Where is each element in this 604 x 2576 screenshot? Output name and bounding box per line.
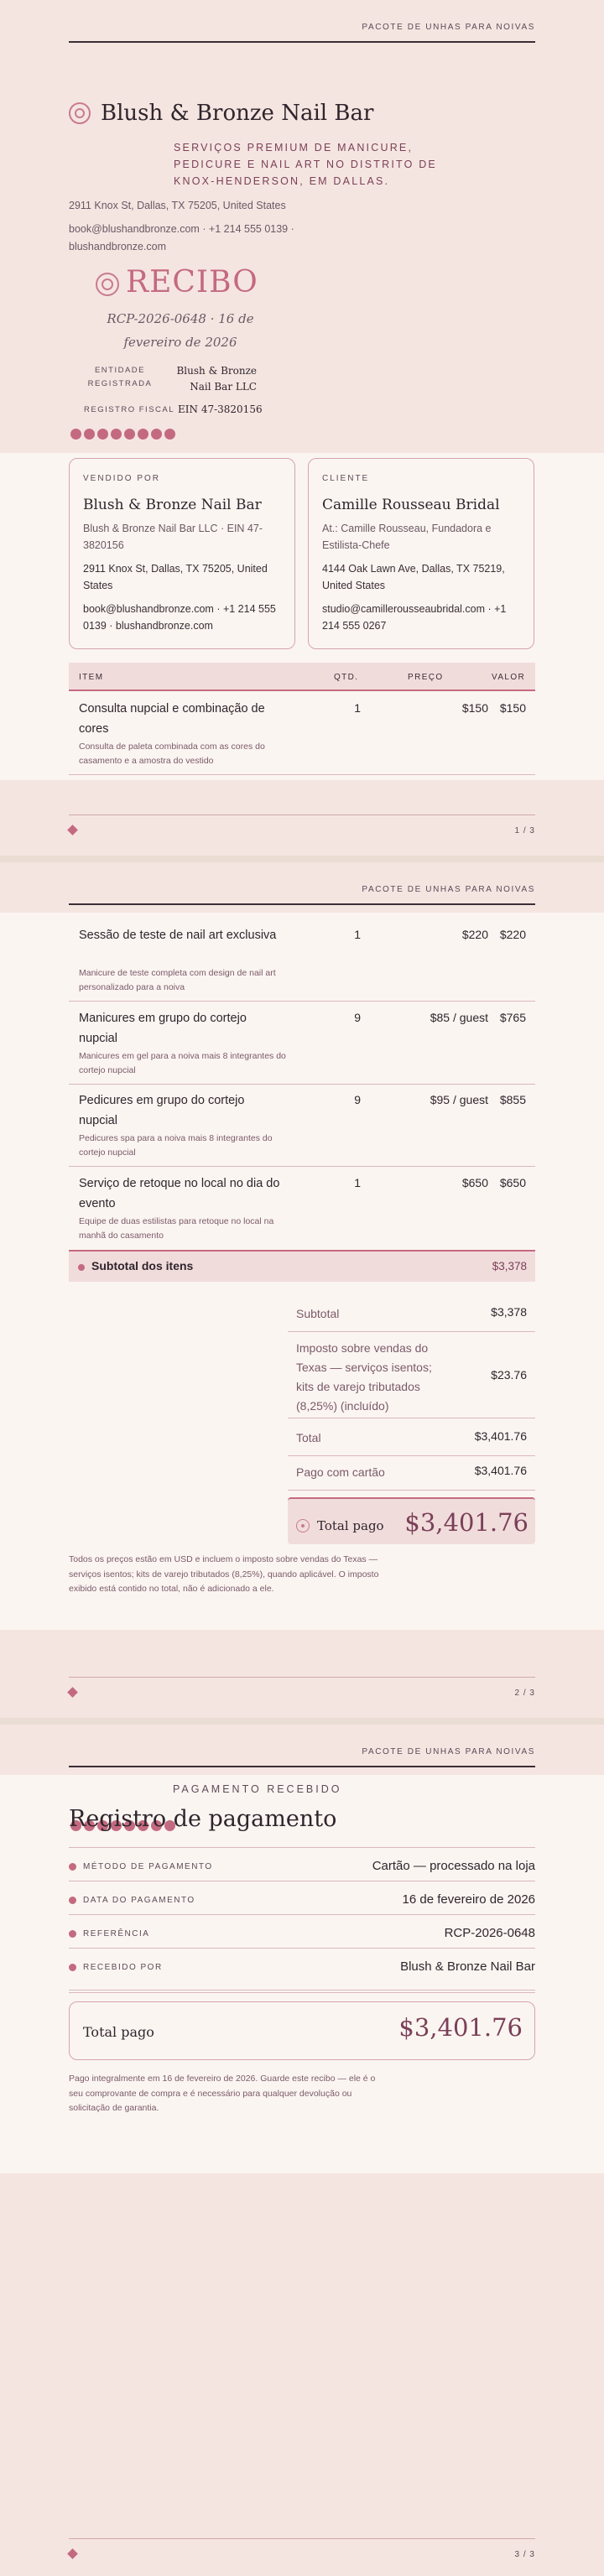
page-number: 3 / 3	[514, 2550, 535, 2559]
item-title: Manicures em grupo do cortejo nupcial	[79, 1012, 247, 1045]
col-header-price: PREÇO	[408, 673, 444, 682]
row-divider	[69, 1992, 535, 1993]
page-number: 1 / 3	[514, 826, 535, 835]
row-divider	[69, 774, 535, 775]
col-header-qty: QTD.	[334, 673, 359, 682]
business-tagline: SERVIÇOS PREMIUM DE MANICURE, PEDICURE E NAIL ART NO DISTRITO DE KNOX-HENDERSON, EM DALLAS.	[174, 142, 437, 187]
seller-name: Blush & Bronze Nail Bar	[83, 497, 262, 513]
payment-total-label: Total pago	[83, 2024, 154, 2040]
client-contact: studio@camillerousseaubridal.com · +1 214 555 0267	[322, 603, 507, 632]
totals-divider	[288, 1331, 535, 1332]
payment-method-value: Cartão — processado na loja	[372, 1859, 535, 1873]
seller-contact: book@blushandbronze.com · +1 214 555 0139 · blushandbronze.com	[83, 603, 276, 632]
page-2	[0, 862, 604, 1718]
payment-date-value: 16 de fevereiro de 2026	[402, 1892, 535, 1907]
payment-note: Pago integralmente em 16 de fevereiro de 2026. Guarde este recibo — ele é o seu comprovante de compra e é necessário para qualquer devolução ou solicitação de garantia.	[69, 2074, 376, 2113]
item-value: $220	[499, 928, 526, 941]
client-name: Camille Rousseau Bridal	[322, 497, 500, 513]
footer-diamond-icon	[67, 1687, 78, 1698]
client-address: 4144 Oak Lawn Ave, Dallas, TX 75219, United States	[322, 563, 505, 591]
business-contact: book@blushandbronze.com · +1 214 555 0139 · blushandbronze.com	[69, 223, 294, 252]
row-divider	[69, 1948, 535, 1949]
subtotal-value: $3,378	[491, 1305, 527, 1319]
reference-label: REFERÊNCIA	[83, 1929, 150, 1939]
footer-diamond-icon	[67, 825, 78, 835]
running-header: PACOTE DE UNHAS PARA NOIVAS	[362, 885, 535, 894]
page-number: 2 / 3	[514, 1689, 535, 1698]
bullet-icon	[69, 1897, 76, 1904]
header-rule	[69, 41, 535, 43]
col-header-item: ITEM	[79, 673, 104, 682]
business-address: 2911 Knox St, Dallas, TX 75205, United States	[69, 200, 286, 211]
row-divider	[69, 1084, 535, 1085]
header-rule	[69, 903, 535, 905]
payment-eyebrow: PAGAMENTO RECEBIDO	[173, 1783, 342, 1795]
item-price: $150	[461, 701, 488, 715]
seller-card	[69, 458, 295, 649]
item-title: Sessão de teste de nail art exclusiva	[79, 929, 277, 942]
item-qty: 1	[354, 1176, 361, 1189]
bullet-icon	[69, 1930, 76, 1938]
row-divider	[69, 1166, 535, 1167]
item-value: $150	[499, 701, 526, 715]
total-paid-label: Total pago	[317, 1518, 384, 1533]
item-price: $95 / guest	[430, 1093, 488, 1106]
payment-date-label: DATA DO PAGAMENTO	[83, 1896, 195, 1905]
footer-rule	[69, 1677, 535, 1678]
bullet-icon	[78, 1264, 85, 1271]
decorative-dot-row	[70, 429, 175, 440]
item-qty: 9	[354, 1093, 361, 1106]
item-title: Serviço de retoque no local no dia do evento	[79, 1177, 280, 1210]
header-rule	[69, 1766, 535, 1767]
totals-divider	[288, 1455, 535, 1456]
received-by-label: RECEBIDO POR	[83, 1963, 163, 1972]
row-divider	[69, 1847, 535, 1848]
subtotal-band-label: Subtotal dos itens	[91, 1259, 194, 1272]
page-separator	[0, 856, 604, 862]
total-paid-value: $3,401.76	[404, 1508, 528, 1537]
client-attn: At.: Camille Rousseau, Fundadora e Estilista-Chefe	[322, 523, 492, 551]
footer-diamond-icon	[67, 2548, 78, 2559]
item-price: $220	[461, 928, 488, 941]
payment-title: Registro de pagamento	[69, 1806, 337, 1832]
items-table-header	[69, 663, 535, 691]
card-payment-label: Pago com cartão	[296, 1465, 385, 1479]
total-circle-icon	[296, 1519, 310, 1533]
bullet-icon	[69, 1863, 76, 1871]
seller-label: VENDIDO POR	[83, 474, 161, 483]
item-title: Pedicures em grupo do cortejo nupcial	[79, 1094, 245, 1127]
page-3	[0, 1725, 604, 2576]
running-header: PACOTE DE UNHAS PARA NOIVAS	[362, 23, 535, 32]
item-description: Consulta de paleta combinada com as cores do casamento e a amostra do vestido	[79, 742, 265, 766]
total-label: Total	[296, 1431, 321, 1444]
row-divider	[69, 1990, 535, 1991]
item-qty: 9	[354, 1011, 361, 1024]
card-payment-value: $3,401.76	[474, 1464, 527, 1477]
item-price: $85 / guest	[430, 1011, 488, 1024]
row-divider	[69, 1001, 535, 1002]
item-price: $650	[461, 1176, 488, 1189]
tax-label: Imposto sobre vendas do Texas — serviços isentos; kits de varejo tributados (8,25%) (incluído)	[296, 1341, 432, 1413]
bullet-icon	[69, 1964, 76, 1971]
subtotal-band-value: $3,378	[492, 1260, 527, 1272]
page-1	[0, 0, 604, 856]
tax-note: Todos os preços estão em USD e incluem o imposto sobre vendas do Texas — serviços isentos; kits de varejo tributados (8,25%), quando aplicável. O imposto exibido está contido no total, não é adicionado a ele.	[69, 1554, 379, 1594]
item-description: Pedicures spa para a noiva mais 8 integrantes do cortejo nupcial	[79, 1133, 273, 1158]
item-description: Equipe de duas estilistas para retoque no local na manhã do casamento	[79, 1216, 274, 1241]
item-title: Consulta nupcial e combinação de cores	[79, 702, 265, 736]
page-separator	[0, 1718, 604, 1725]
business-name: Blush & Bronze Nail Bar	[101, 101, 374, 126]
item-value: $855	[499, 1093, 526, 1106]
footer-rule	[69, 2538, 535, 2539]
seller-address: 2911 Knox St, Dallas, TX 75205, United States	[83, 563, 268, 591]
totals-divider	[288, 1490, 535, 1491]
row-divider	[69, 1914, 535, 1915]
footer-rule	[69, 814, 535, 815]
received-by-value: Blush & Bronze Nail Bar	[400, 1959, 535, 1974]
total-value: $3,401.76	[474, 1429, 527, 1443]
tax-value: $23.76	[491, 1368, 527, 1382]
item-description: Manicure de teste completa com design de nail art personalizado para a noiva	[79, 968, 276, 992]
reference-value: RCP-2026-0648	[444, 1926, 535, 1940]
subtotal-label: Subtotal	[296, 1307, 340, 1320]
receipt-number-date: RCP-2026-0648 · 16 de fevereiro de 2026	[107, 311, 254, 350]
payment-total-value: $3,401.76	[398, 2013, 523, 2042]
item-value: $650	[499, 1176, 526, 1189]
client-card	[308, 458, 534, 649]
running-header: PACOTE DE UNHAS PARA NOIVAS	[362, 1747, 535, 1756]
tax-id-value: EIN 47-3820156	[178, 403, 263, 415]
payment-method-label: MÉTODO DE PAGAMENTO	[83, 1862, 213, 1871]
receipt-circle-icon	[96, 273, 119, 296]
entity-value: Blush & Bronze Nail Bar LLC	[176, 365, 257, 393]
item-qty: 1	[354, 928, 361, 941]
brand-circle-icon	[69, 102, 91, 124]
item-description: Manicures em gel para a noiva mais 8 integrantes do cortejo nupcial	[79, 1051, 286, 1075]
item-qty: 1	[354, 701, 361, 715]
col-header-value: VALOR	[492, 673, 526, 682]
item-value: $765	[499, 1011, 526, 1024]
receipt-title: RECIBO	[126, 265, 258, 299]
client-label: CLIENTE	[322, 474, 370, 483]
entity-label: ENTIDADE REGISTRADA	[87, 366, 153, 388]
tax-id-label: REGISTRO FISCAL	[84, 405, 175, 414]
seller-legal: Blush & Bronze Nail Bar LLC · EIN 47-3820156	[83, 523, 263, 551]
